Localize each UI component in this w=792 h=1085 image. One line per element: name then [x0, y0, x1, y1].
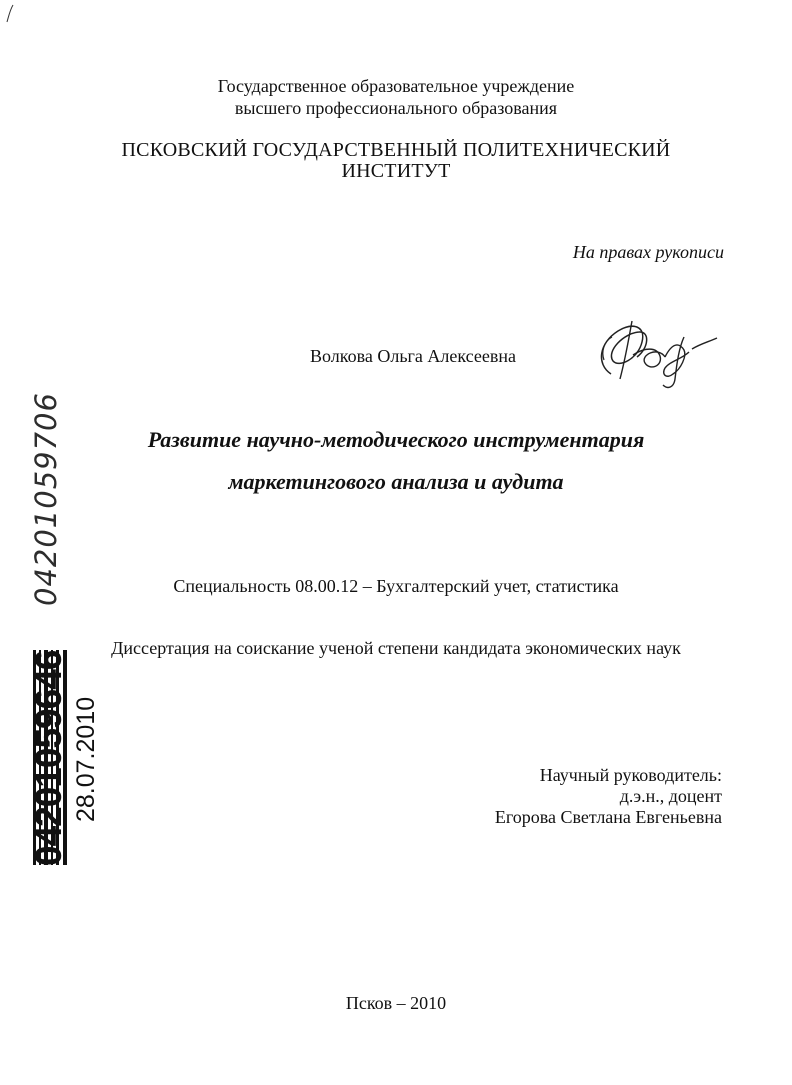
advisor-degree: д.э.н., доцент — [619, 786, 722, 806]
institute-name-line-2: ИНСТИТУТ — [341, 160, 451, 182]
left-margin-archive-marks — [0, 0, 120, 1085]
institution-line-2: высшего профессионального образования — [234, 98, 558, 118]
advisor-label: Научный руководитель: — [539, 765, 722, 785]
signature-icon — [588, 313, 723, 391]
institute-name-line-1: ПСКОВСКИЙ ГОСУДАРСТВЕННЫЙ ПОЛИТЕХНИЧЕСКИЙ — [121, 139, 671, 161]
manuscript-rights-note: На правах рукописи — [572, 242, 724, 262]
dissertation-title-line-1: Развитие научно-методического инструментария — [147, 427, 645, 452]
corner-mark-icon — [5, 4, 15, 24]
author-name: Волкова Ольга Алексеевна — [310, 346, 516, 366]
institution-line-1: Государственное образовательное учреждение — [217, 76, 575, 96]
dissertation-degree-line: Диссертация на соискание ученой степени кандидата экономических наук — [111, 638, 681, 658]
barcode-date: 28.07.2010 — [72, 696, 100, 822]
dissertation-title-line-2: маркетингового анализа и аудита — [228, 469, 564, 494]
city-year-footer: Псков – 2010 — [345, 993, 447, 1013]
barcode-number: 04201059646 — [28, 650, 69, 866]
handwritten-archive-number: 04201059706 — [29, 392, 63, 606]
advisor-name: Егорова Светлана Евгеньевна — [494, 807, 722, 827]
specialty-line: Специальность 08.00.12 – Бухгалтерский учет, статистика — [173, 576, 619, 596]
